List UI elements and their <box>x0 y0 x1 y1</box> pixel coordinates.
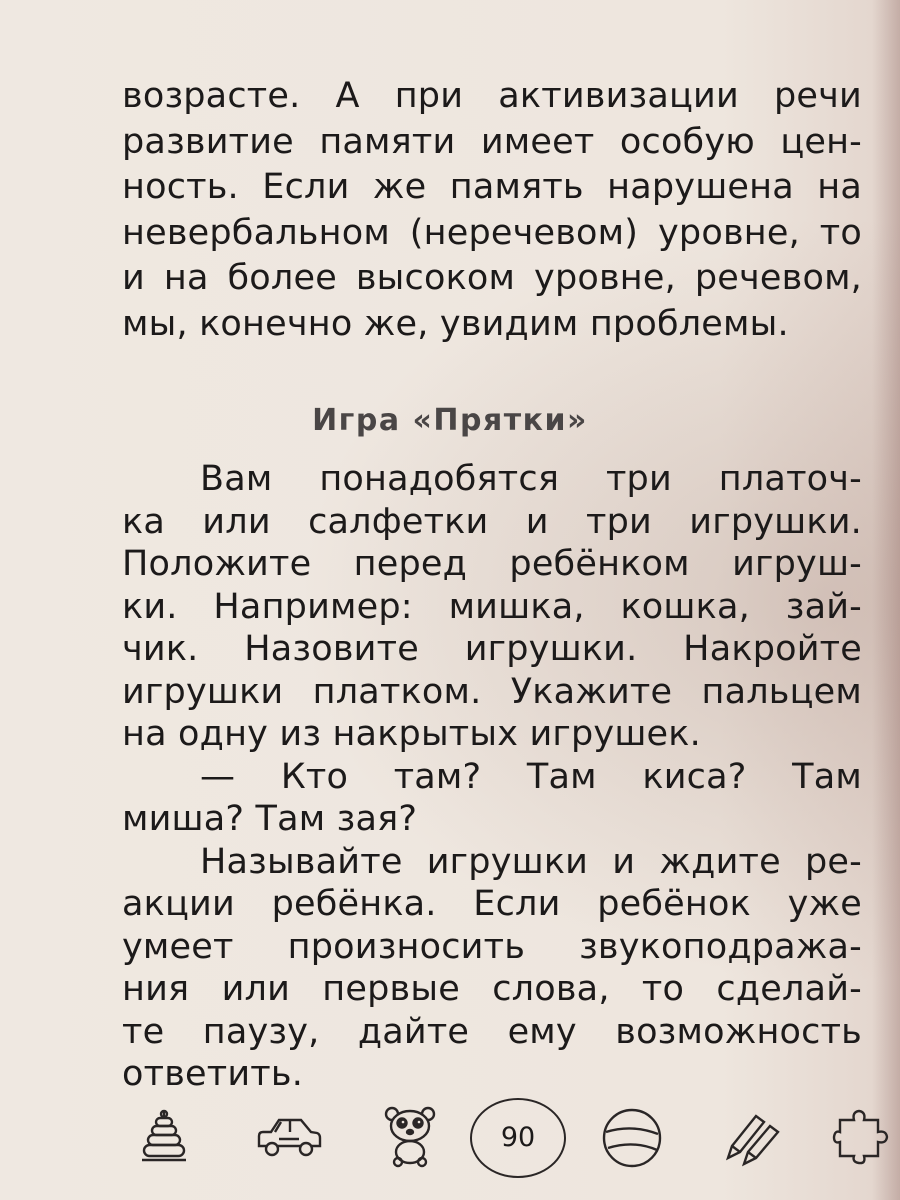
text-line: чик. Назовите игрушки. Накройте <box>122 629 862 669</box>
text-line: возрасте. А при активизации речи <box>122 76 862 116</box>
text-line: Положите перед ребёнком игруш- <box>122 544 862 584</box>
text-line: миша? Там зая? <box>122 799 418 839</box>
intro-paragraph <box>122 74 862 347</box>
game-description <box>122 458 862 1096</box>
text-line: — Кто там? Там киса? Там <box>200 756 862 797</box>
section-heading: Игра «Прятки» <box>312 403 588 438</box>
text-line: и на более высоком уровне, речевом, <box>122 258 862 298</box>
text-line: умеет произносить звукоподража- <box>122 926 862 967</box>
text-line: игрушки платком. Укажите пальцем <box>122 671 862 712</box>
text-line: те паузу, дайте ему возможность <box>122 1011 862 1052</box>
text-line: ки. Например: мишка, кошка, зай- <box>122 586 862 627</box>
ball-icon <box>600 1106 664 1170</box>
text-line: ка или салфетки и три игрушки. <box>122 501 862 542</box>
text-line: на одну из накрытых игрушек. <box>122 714 701 754</box>
text-line: Вам понадобятся три платоч- <box>200 459 862 499</box>
pyramid-toy-icon <box>134 1106 194 1166</box>
toy-car-icon <box>255 1112 323 1162</box>
text-line: мы, конечно же, увидим проблемы. <box>122 303 789 344</box>
text-line: развитие памяти имеет особую цен- <box>122 121 862 162</box>
page-edge-shadow <box>872 0 900 1200</box>
text-line: акции ребёнка. Если ребёнок уже <box>122 884 862 924</box>
text-line: ность. Если же память нарушена на <box>122 167 862 207</box>
text-line: невербальном (неречевом) уровне, то <box>122 212 862 253</box>
puzzle-piece-icon <box>832 1106 892 1166</box>
text-line: ответить. <box>122 1054 304 1094</box>
page-number: 90 <box>470 1098 566 1178</box>
text-line: ния или первые слова, то сделай- <box>122 969 862 1009</box>
pencils-icon <box>718 1108 780 1170</box>
text-line: Называйте игрушки и ждите ре- <box>200 841 862 882</box>
teddy-bear-icon <box>381 1104 439 1168</box>
